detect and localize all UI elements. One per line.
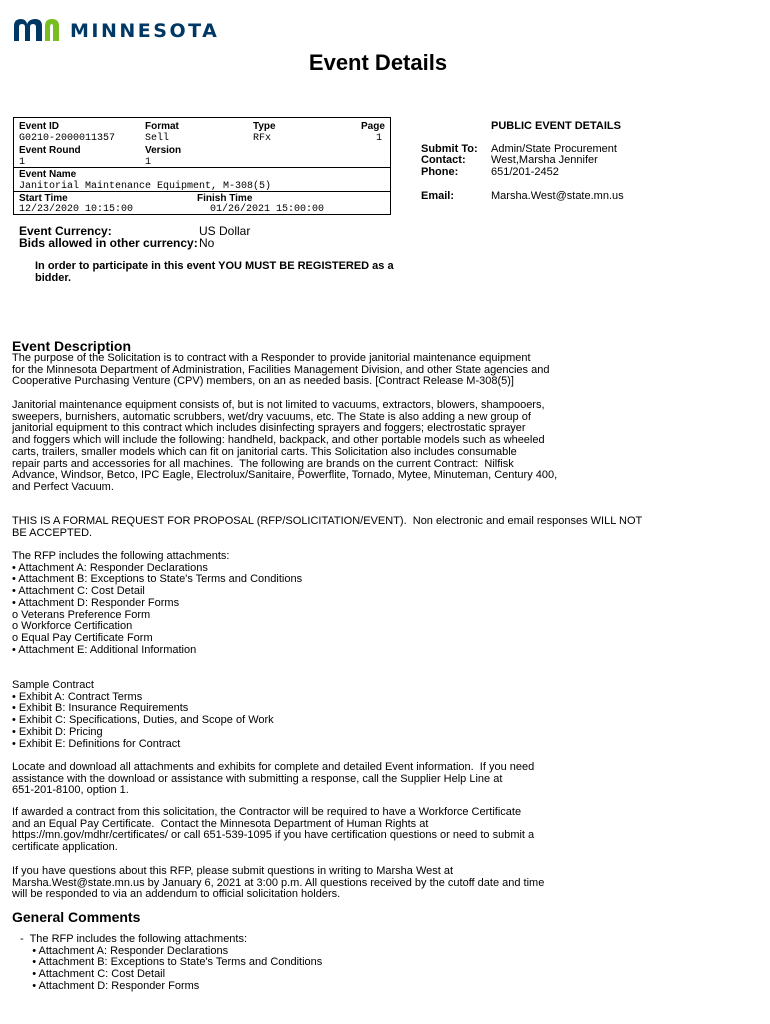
version-label: Version <box>145 145 182 156</box>
email-label: Email: <box>421 190 455 202</box>
other-currency-value: No <box>199 236 215 250</box>
event-round-value: 1 <box>19 157 26 168</box>
general-comments-list: - The RFP includes the following attachments: • Attachment A: Responder Declarations • Attachment B: Exceptions to State's Terms and Conditions • Attachment C: Cost Detail • Attachment D: Responder Forms <box>20 933 323 992</box>
format-value: Sell <box>145 133 170 144</box>
currency-value: US Dollar <box>199 224 251 238</box>
page-title: Event Details <box>308 50 448 75</box>
start-time-label: Start Time <box>19 193 68 204</box>
event-round-label: Event Round <box>19 145 81 156</box>
event-info-box <box>13 117 391 215</box>
email-value[interactable]: Marsha.West@state.mn.us <box>491 190 624 202</box>
sample-contract-list: Sample Contract • Exhibit A: Contract Terms • Exhibit B: Insurance Requirements • Exhibit C: Specifications, Duties, and Scope of Work • Exhibit D: Pricing • Exhibit E: Definitions for Contract <box>12 679 274 750</box>
version-value: 1 <box>145 157 152 168</box>
brand-name: MINNESOTA <box>70 20 220 42</box>
finish-time-value: 01/26/2021 15:00:00 <box>210 204 325 215</box>
page-value: 1 <box>376 133 383 144</box>
currency-label: Event Currency: <box>19 224 112 238</box>
format-label: Format <box>145 121 179 132</box>
phone-label: Phone: <box>421 166 459 178</box>
description-paragraph-6: Locate and download all attachments and exhibits for complete and detailed Event information. If you need assistance with the download or assistance with submitting a response, call the Supplier Help Line at 651-201-8100, option 1. <box>12 761 535 797</box>
event-id-value: G0210-2000011357 <box>19 133 116 144</box>
type-label: Type <box>253 121 276 132</box>
description-paragraph-2: Janitorial maintenance equipment consists of, but is not limited to vacuums, extractors, blowers, shampooers, sweepers, burnishers, automatic scrubbers, wet/dry vacuums, etc. The State is also adding a new group of janitorial equipment to this contract which includes disinfecting sprayers and foggers; electrostatic sprayer and foggers which will include the following: handheld, backpack, and other portable models such as wheeled carts, trailers, smaller models which can fit on janitorial carts. This Solicitation also includes consumable repair parts and accessories for all machines. The following are brands on the current Contract: Nilfisk Advance, Windsor, Betco, IPC Eagle, Electrolux/Sanitaire, Powerflite, Tornado, Mytee, Minuteman, Century 400, and Perfect Vacuum. <box>12 399 558 493</box>
contact-label: Contact: <box>421 154 466 166</box>
event-description-heading: Event Description <box>12 338 132 354</box>
description-paragraph-8: If you have questions about this RFP, please submit questions in writing to Marsha West at Marsha.West@state.mn.us by January 6, 2021 at 3:00 p.m. All questions received by the cutoff date and time will be responded to via an addendum to official solicitation holders. <box>12 865 545 901</box>
registration-note: In order to participate in this event YOU MUST BE REGISTERED as a bidder. <box>35 260 394 284</box>
submit-to-value: Admin/State Procurement <box>491 143 617 155</box>
start-time-value: 12/23/2020 10:15:00 <box>19 204 134 215</box>
submit-to-label: Submit To: <box>421 143 478 155</box>
general-comments-heading: General Comments <box>12 909 141 925</box>
minnesota-logo <box>12 16 219 42</box>
currency-block <box>19 225 250 249</box>
event-name-label: Event Name <box>19 169 77 180</box>
page-label: Page <box>361 121 385 132</box>
mn-logo-icon <box>12 16 64 42</box>
description-paragraph-3: THIS IS A FORMAL REQUEST FOR PROPOSAL (RFP/SOLICITATION/EVENT). Non electronic and email responses WILL NOT BE ACCEPTED. <box>12 515 643 539</box>
attachments-list: The RFP includes the following attachments: • Attachment A: Responder Declarations • Attachment B: Exceptions to State's Terms and Conditions • Attachment C: Cost Detail • Attachment D: Responder Forms o Veterans Preference Form o Workforce Certification o Equal Pay Certificate Form • Attachment E: Additional Information <box>12 550 303 656</box>
type-value: RFx <box>253 133 272 144</box>
description-paragraph-1: The purpose of the Solicitation is to contract with a Responder to provide janitorial maintenance equipment for the Minnesota Department of Administration, Facilities Management Division, and other State agencies and Cooperative Purchasing Venture (CPV) members, on an as needed basis. [Contract Release M-308(5)] <box>12 352 550 388</box>
description-paragraph-7: If awarded a contract from this solicitation, the Contractor will be required to have a Workforce Certificate and an Equal Pay Certificate. Contact the Minnesota Department of Human Rights at https://mn.gov/mdhr/certificates/ or call 651-539-1095 if you have certification questions or need to submit a certificate application. <box>12 806 535 854</box>
public-details-heading: PUBLIC EVENT DETAILS <box>491 120 621 132</box>
event-id-label: Event ID <box>19 121 60 132</box>
contact-value: West,Marsha Jennifer <box>491 154 598 166</box>
finish-time-label: Finish Time <box>197 193 253 204</box>
other-currency-label: Bids allowed in other currency: <box>19 236 198 250</box>
phone-value: 651/201-2452 <box>491 166 559 178</box>
event-name-value: Janitorial Maintenance Equipment, M-308(5) <box>19 181 272 192</box>
